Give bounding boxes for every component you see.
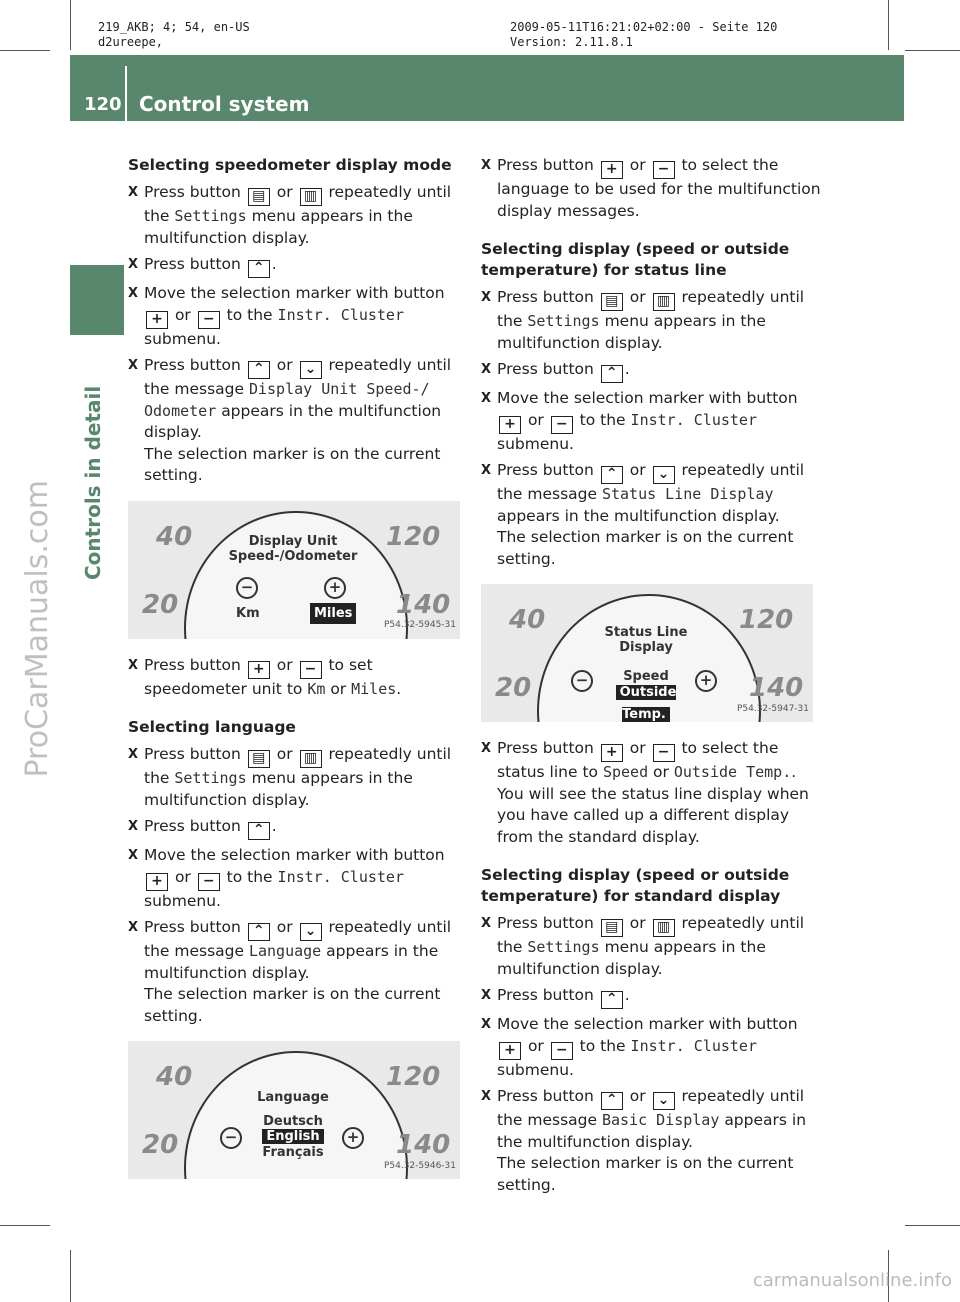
up-arrow-icon: ⌃ bbox=[601, 991, 623, 1009]
watermark bbox=[20, 480, 60, 840]
step: X Press button ⌃ or ⌄ repeatedly until the message Status Line Display appears in the multifunction display. The selection marker is on the current setting. bbox=[481, 460, 821, 570]
meta-line: 219_AKB; 4; 54, en-US bbox=[98, 20, 250, 34]
menu-prev-icon: ▤ bbox=[248, 188, 270, 206]
menu-next-icon: ▥ bbox=[653, 293, 675, 311]
up-arrow-icon: ⌃ bbox=[248, 260, 270, 278]
menu-prev-icon: ▤ bbox=[248, 750, 270, 768]
header-divider bbox=[125, 66, 127, 121]
up-arrow-icon: ⌃ bbox=[248, 923, 270, 941]
meta-line: d2ureepe, bbox=[98, 35, 164, 49]
print-meta-left bbox=[98, 20, 250, 50]
menu-prev-icon: ▤ bbox=[601, 919, 623, 937]
right-column bbox=[481, 155, 821, 1201]
menu-next-icon: ▥ bbox=[653, 919, 675, 937]
step: X Press button ⌃ or ⌄ repeatedly until the message Language appears in the multifunction display. The selection marker is on the current setting. bbox=[128, 917, 468, 1027]
minus-icon: − bbox=[653, 161, 675, 179]
down-arrow-icon: ⌄ bbox=[300, 923, 322, 941]
plus-icon: + bbox=[499, 416, 521, 434]
minus-icon: − bbox=[653, 744, 675, 762]
step: X Move the selection marker with button + or − to the Instr. Cluster submenu. bbox=[481, 1014, 821, 1081]
display-image-language: 40 120 20 140 Language − + Deutsch English Français P54.32-5946-31 bbox=[128, 1041, 460, 1179]
left-column bbox=[128, 155, 468, 1195]
plus-icon: + bbox=[248, 661, 270, 679]
menu-next-icon: ▥ bbox=[300, 750, 322, 768]
up-arrow-icon: ⌃ bbox=[601, 1092, 623, 1110]
menu-prev-icon: ▤ bbox=[601, 293, 623, 311]
plus-icon: + bbox=[146, 311, 168, 329]
step: X Press button ⌃ . bbox=[128, 254, 468, 278]
section-heading: Selecting speedometer display mode bbox=[128, 156, 452, 174]
up-arrow-icon: ⌃ bbox=[601, 365, 623, 383]
menu-next-icon: ▥ bbox=[300, 188, 322, 206]
minus-icon: − bbox=[551, 1042, 573, 1060]
step: X Press button ⌃ or ⌄ repeatedly until the message Display Unit Speed-/ Odometer appears in the multifunction display. The selection marker is on the current setting. bbox=[128, 355, 468, 487]
meta-line: Version: 2.11.8.1 bbox=[510, 35, 633, 49]
display-image-speedometer: 40 120 20 140 Display Unit Speed-/Odometer − + Km Miles P54.32-5945-31 bbox=[128, 501, 460, 639]
step: X Move the selection marker with button + or − to the Instr. Cluster submenu. bbox=[128, 845, 468, 912]
up-arrow-icon: ⌃ bbox=[601, 466, 623, 484]
step: X Press button ⌃ or ⌄ repeatedly until the message Basic Display appears in the multifunction display. The selection marker is on the current setting. bbox=[481, 1086, 821, 1196]
step: X Press button + or − to select the status line to Speed or Outside Temp.. You will see the status line display when you have called up a different display from the standard display. bbox=[481, 738, 821, 848]
plus-icon: + bbox=[601, 161, 623, 179]
plus-icon: + bbox=[146, 873, 168, 891]
side-label bbox=[81, 310, 111, 590]
step: X Move the selection marker with button + or − to the Instr. Cluster submenu. bbox=[128, 283, 468, 350]
step: X Press button ▤ or ▥ repeatedly until the Settings menu appears in the multifunction display. bbox=[128, 182, 468, 249]
step: X Press button ▤ or ▥ repeatedly until the Settings menu appears in the multifunction display. bbox=[128, 744, 468, 811]
section-heading: Selecting display (speed or outside temperature) for standard display bbox=[481, 866, 790, 905]
up-arrow-icon: ⌃ bbox=[248, 822, 270, 840]
plus-icon: + bbox=[499, 1042, 521, 1060]
footer-watermark: carmanualsonline.info bbox=[752, 1270, 952, 1291]
step: X Press button ⌃ . bbox=[481, 359, 821, 383]
section-heading: Selecting language bbox=[128, 718, 296, 736]
meta-line: 2009-05-11T16:21:02+02:00 - Seite 120 bbox=[510, 20, 778, 34]
minus-icon: − bbox=[551, 416, 573, 434]
side-label-text: Controls in detail bbox=[81, 385, 105, 580]
minus-icon: − bbox=[198, 311, 220, 329]
step: X Press button ⌃ . bbox=[128, 816, 468, 840]
step: X Press button + or − to set speedometer unit to Km or Miles. bbox=[128, 655, 468, 701]
down-arrow-icon: ⌄ bbox=[300, 361, 322, 379]
step: X Press button + or − to select the language to be used for the multifunction display messages. bbox=[481, 155, 821, 222]
watermark-text: ProCarManuals.com bbox=[20, 480, 55, 778]
minus-icon: − bbox=[300, 661, 322, 679]
down-arrow-icon: ⌄ bbox=[653, 466, 675, 484]
down-arrow-icon: ⌄ bbox=[653, 1092, 675, 1110]
step: X Move the selection marker with button + or − to the Instr. Cluster submenu. bbox=[481, 388, 821, 455]
section-heading: Selecting display (speed or outside temperature) for status line bbox=[481, 240, 790, 279]
up-arrow-icon: ⌃ bbox=[248, 361, 270, 379]
step: X Press button ▤ or ▥ repeatedly until the Settings menu appears in the multifunction display. bbox=[481, 287, 821, 354]
print-meta-right bbox=[510, 20, 777, 50]
plus-icon: + bbox=[601, 744, 623, 762]
minus-icon: − bbox=[198, 873, 220, 891]
step: X Press button ⌃ . bbox=[481, 985, 821, 1009]
page-number: 120 bbox=[84, 94, 122, 115]
display-image-status-line: 40 120 20 140 Status Line Display − + Speed Outside Temp. P54.32-5947-31 bbox=[481, 584, 813, 722]
section-title: Control system bbox=[139, 92, 310, 116]
step: X Press button ▤ or ▥ repeatedly until the Settings menu appears in the multifunction display. bbox=[481, 913, 821, 980]
